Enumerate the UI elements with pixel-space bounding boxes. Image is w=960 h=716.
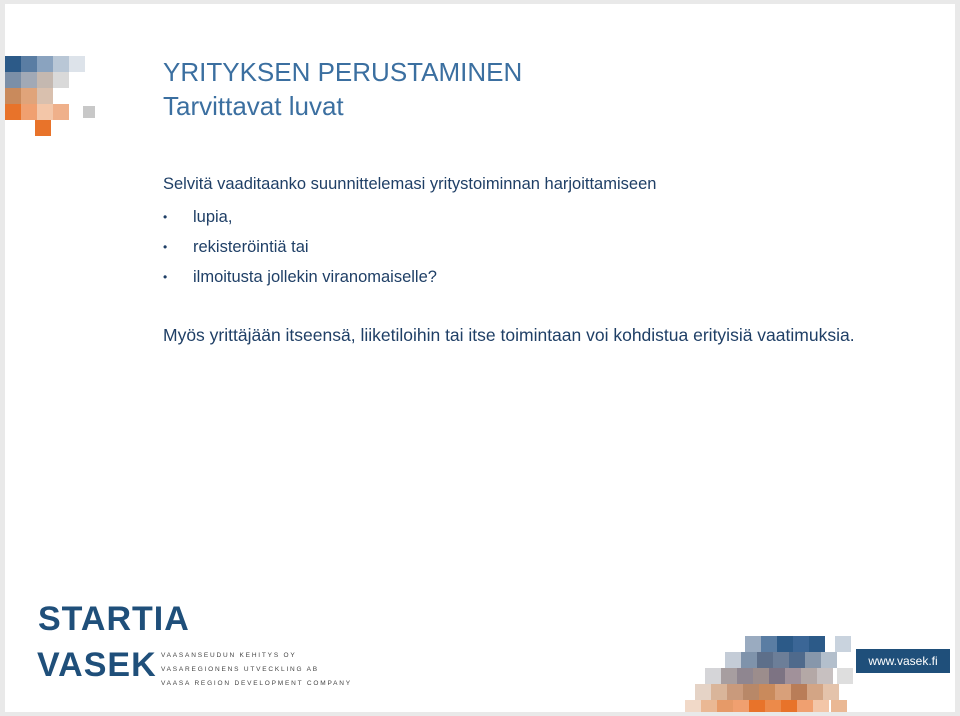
bullet-text: lupia, [193, 208, 233, 226]
bullet-dot: • [163, 210, 168, 224]
bullet-text: rekisteröintiä tai [193, 238, 309, 256]
slide-body [163, 172, 923, 292]
bullet-list [163, 202, 923, 292]
slide-title [163, 55, 522, 123]
bullet-text: ilmoitusta jollekin viranomaiselle? [193, 268, 437, 286]
company-tagline [161, 649, 352, 691]
bullet-dot: • [163, 240, 168, 254]
website-url[interactable]: www.vasek.fi [856, 649, 950, 673]
bullet-dot: • [163, 270, 168, 284]
requirements-paragraph: Myös yrittäjään itseensä, liiketiloihin tai itse toimintaan voi kohdistua erityisiä vaatimuksia. [163, 325, 855, 345]
list-item [163, 202, 923, 232]
bottom-right-mosaic [685, 636, 955, 712]
list-item [163, 262, 923, 292]
tagline-en: VAASA REGION DEVELOPMENT COMPANY [161, 680, 352, 687]
slide [5, 4, 955, 712]
title-line-2: Tarvittavat luvat [163, 91, 344, 121]
vasek-logo: VASEK [37, 646, 157, 684]
tagline-fi: VAASANSEUDUN KEHITYS OY [161, 652, 297, 659]
top-left-mosaic [5, 56, 105, 136]
title-line-1: YRITYKSEN PERUSTAMINEN [163, 57, 523, 87]
startia-logo: STARTIA [38, 600, 190, 638]
intro-text: Selvitä vaaditaanko suunnittelemasi yritystoiminnan harjoittamiseen [163, 175, 657, 193]
tagline-sv: VASAREGIONENS UTVECKLING AB [161, 666, 319, 673]
list-item [163, 232, 923, 262]
